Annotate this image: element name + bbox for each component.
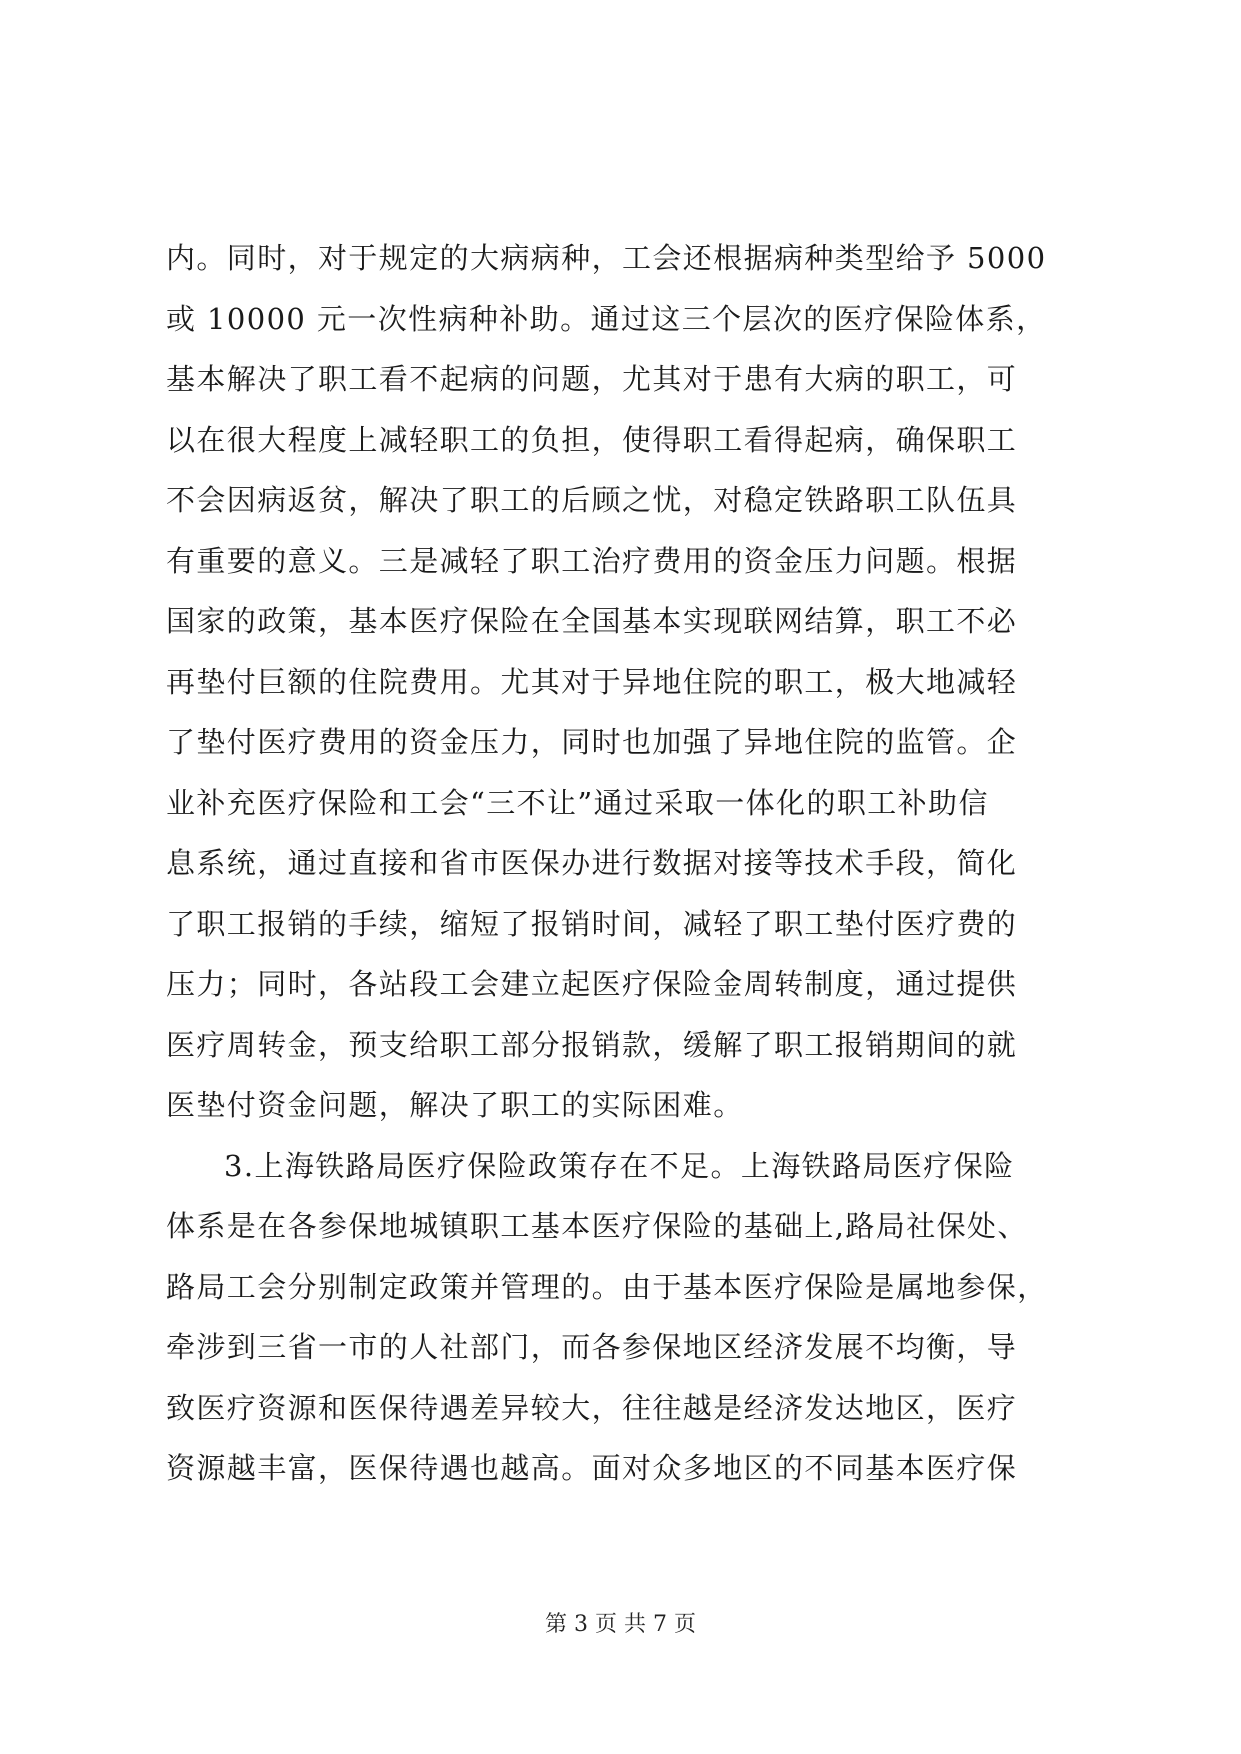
text-line: 再垫付巨额的住院费用。尤其对于异地住院的职工，极大地减轻 [166, 664, 1018, 699]
text-line: 业补充医疗保险和工会“三不让”通过采取一体化的职工补助信 [166, 785, 989, 820]
text-line: 体系是在各参保地城镇职工基本医疗保险的基础上,路局社保处、 [166, 1209, 1028, 1243]
text-line: 基本解决了职工看不起病的问题，尤其对于患有大病的职工，可 [166, 362, 1018, 396]
text-line: 或 10000 元一次性病种补助。通过这三个层次的医疗保险体系， [166, 301, 1047, 336]
text-line: 医垫付资金问题，解决了职工的实际困难。 [166, 1088, 744, 1122]
section-heading-line: 3.上海铁路局医疗保险政策存在不足。上海铁路局医疗保险 [224, 1148, 1015, 1183]
text-line: 医疗周转金，预支给职工部分报销款，缓解了职工报销期间的就 [166, 1027, 1018, 1062]
text-line: 资源越丰富，医保待遇也越高。面对众多地区的不同基本医疗保 [166, 1451, 1018, 1485]
text-line: 牵涉到三省一市的人社部门，而各参保地区经济发展不均衡，导 [166, 1330, 1018, 1364]
body-text [166, 228, 1086, 1499]
text-line: 了垫付医疗费用的资金压力，同时也加强了异地住院的监管。企 [166, 725, 1018, 759]
page-number-footer: 第 3 页 共 7 页 [545, 1612, 696, 1637]
text-line: 了职工报销的手续，缩短了报销时间，减轻了职工垫付医疗费的 [166, 906, 1018, 941]
text-line: 息系统，通过直接和省市医保办进行数据对接等技术手段，简化 [166, 846, 1018, 880]
text-line: 内。同时，对于规定的大病病种，工会还根据病种类型给予 5000 [166, 241, 1047, 275]
text-line: 路局工会分别制定政策并管理的。由于基本医疗保险是属地参保， [166, 1269, 1048, 1304]
text-line: 压力；同时，各站段工会建立起医疗保险金周转制度，通过提供 [166, 967, 1018, 1001]
text-line: 以在很大程度上减轻职工的负担，使得职工看得起病，确保职工 [166, 422, 1018, 457]
text-line: 国家的政策，基本医疗保险在全国基本实现联网结算，职工不必 [166, 604, 1018, 638]
text-line: 不会因病返贫，解决了职工的后顾之忧，对稳定铁路职工队伍具 [166, 483, 1018, 517]
text-line: 致医疗资源和医保待遇差异较大，往往越是经济发达地区，医疗 [166, 1390, 1018, 1425]
text-line: 有重要的意义。三是减轻了职工治疗费用的资金压力问题。根据 [166, 543, 1018, 578]
